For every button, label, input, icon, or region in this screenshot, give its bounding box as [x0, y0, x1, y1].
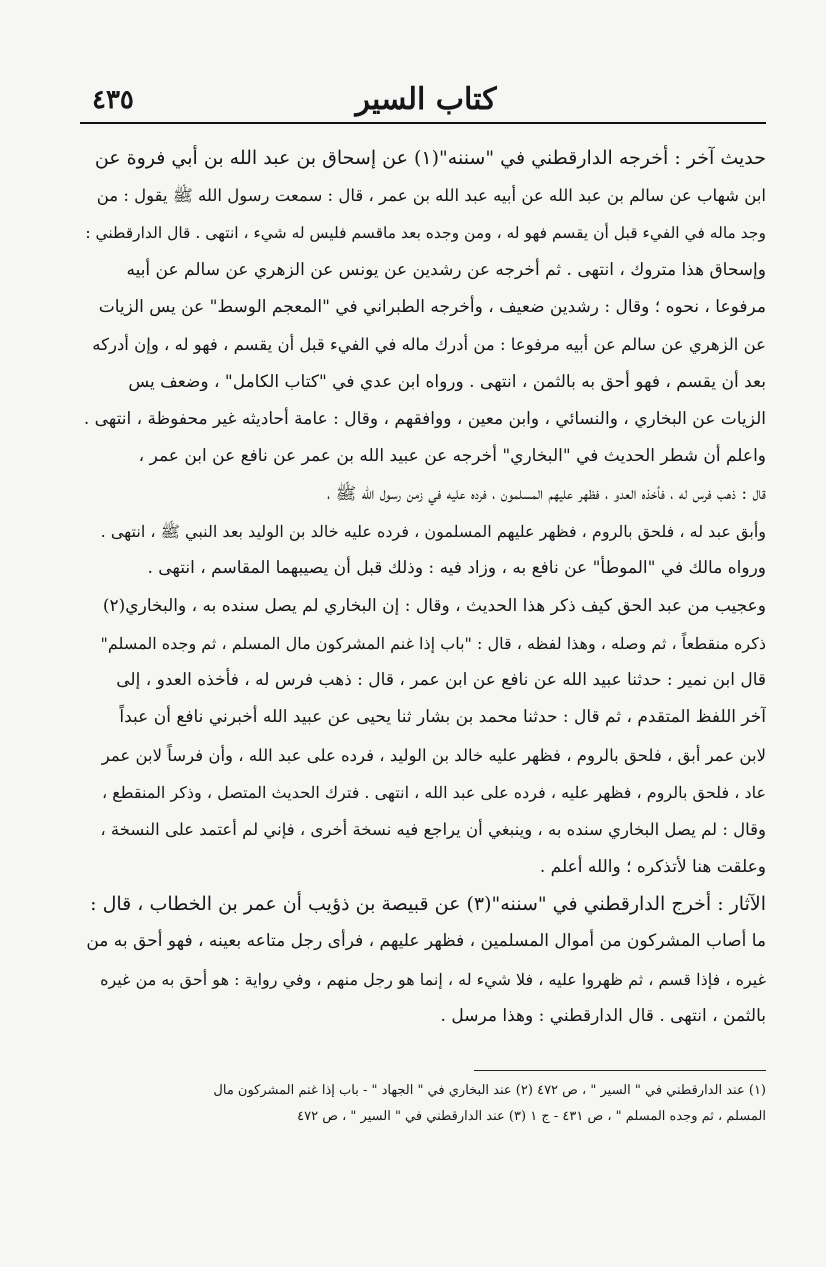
text-line: وجد ماله في الفيء قبل أن يقسم فهو له ، ومن وجده بعد ماقسم فليس له شيء ، انتهى . قال الدارقطني :: [85, 223, 766, 242]
body-text: [84, 140, 766, 1035]
text-line: وأبق عبد له ، فلحق بالروم ، فظهر عليهم المسلمون ، فرده عليه خالد بن الوليد بعد النبي ﷺ ، انتهى .: [100, 521, 766, 541]
text-line: وعجيب من عبد الحق كيف ذكر هذا الحديث ، وقال : إن البخاري لم يصل سنده به ، والبخاري(٢): [102, 595, 766, 616]
text-line: ما أصاب المشركون من أموال المسلمين ، فظهر عليهم ، فرأى رجل متاعه بعينه ، فهو أحق به من: [86, 931, 766, 952]
footnote-line: المسلم ، ثم وجده المسلم " ، ص ٤٣١ - ج ١ (٣) عند الدارقطني في " السير " ، ص ٤٧٢: [297, 1109, 766, 1124]
text-line: وإسحاق هذا متروك ، انتهى . ثم أخرجه عن رشدين عن يونس عن الزهري عن سالم عن أبيه: [126, 259, 766, 280]
page-number: ٤٣٥: [92, 85, 134, 115]
text-line: آخر اللفظ المتقدم ، ثم قال : حدثنا محمد بن بشار ثنا يحيى عن عبيد الله أخبرني نافع أن عبداً: [119, 707, 766, 728]
text-line: الزيات عن البخاري ، والنسائي ، وابن معين ، ووافقهم ، وقال : عامة أحاديثه غير محفوظة ، انتهى .: [84, 409, 766, 430]
footnote-rule: [474, 1070, 766, 1071]
text-line: ذكره منقطعاً ، ثم وصله ، وهذا لفظه ، قال : "باب إذا غنم المشركون مال المسلم ، ثم وجده المسلم": [100, 633, 766, 653]
footnote-line: (١) عند الدارقطني في " السير " ، ص ٤٧٢ (٢) عند البخاري في " الجهاد " - باب إذا غنم المشركون مال: [213, 1083, 766, 1098]
text-line: قال ابن نمير : حدثنا عبيد الله عن نافع عن ابن عمر ، قال : ذهب فرس له ، فأخذه العدو ، إلى: [116, 670, 766, 691]
text-line: حديث آخر : أخرجه الدارقطني في "سننه"(١) عن إسحاق بن عبد الله بن أبي فروة عن: [94, 147, 766, 169]
text-line: الآثار : أخرج الدارقطني في "سننه"(٣) عن قبيصة بن ذؤيب أن عمر بن الخطاب ، قال :: [90, 892, 766, 915]
text-line: وقال : لم يصل البخاري سنده به ، وينبغي أن يراجع فيه نسخة أخرى ، فإني لم أعتمد على النسخة ،: [100, 820, 766, 840]
text-line: ورواه مالك في "الموطأ" عن نافع به ، وزاد فيه : وذلك قبل أن يصيبهما المقاسم ، انتهى .: [147, 558, 766, 579]
text-line: ابن شهاب عن سالم بن عبد الله عن أبيه عبد الله بن عمر ، قال : سمعت رسول الله ﷺ يقول : من: [96, 186, 766, 206]
text-line: وعلقت هنا لأتذكره ؛ والله أعلم .: [539, 856, 766, 877]
header-rule: [80, 122, 766, 124]
text-line: بعد أن يقسم ، فهو أحق به بالثمن ، انتهى . ورواه ابن عدي في "كتاب الكامل" ، وضعف يس: [128, 371, 766, 392]
text-line: غيره ، فإذا قسم ، ثم ظهروا عليه ، فلا شيء له ، إنما هو رجل منهم ، وفي رواية : هو أحق به من غيره: [100, 969, 766, 989]
text-line: بالثمن ، انتهى . قال الدارقطني : وهذا مرسل .: [440, 1005, 766, 1026]
text-line: عاد ، فلحق بالروم ، فظهر عليه ، فرده على عبد الله ، انتهى . فترك الحديث المتصل ، وذكر المنقطع ،: [101, 783, 766, 803]
page-header: [92, 82, 760, 118]
text-line: واعلم أن شطر الحديث في "البخاري" أخرجه عن عبيد الله بن عمر عن نافع عن ابن عمر ،: [138, 446, 766, 467]
text-line: مرفوعا ، نحوه ؛ وقال : رشدين ضعيف ، وأخرجه الطبراني في "المعجم الوسط" عن يس الزيات: [98, 297, 766, 318]
running-title: كتاب السير: [355, 82, 497, 117]
footnotes: [84, 1078, 766, 1130]
text-line: قال : ذهب فرس له ، فأخذه العدو ، فظهر عليهم المسلمون ، فرده عليه في زمن رسول الله ﷺ ،: [327, 483, 766, 504]
text-line: عن الزهري عن سالم عن أبيه مرفوعا : من أدرك ماله في الفيء قبل أن يقسم ، فهو له ، وإن أدركه: [92, 335, 766, 355]
text-line: لابن عمر أبق ، فلحق بالروم ، فظهر عليه خالد بن الوليد ، فرده على عبد الله ، وأن فرساً لابن عمر: [101, 745, 766, 765]
